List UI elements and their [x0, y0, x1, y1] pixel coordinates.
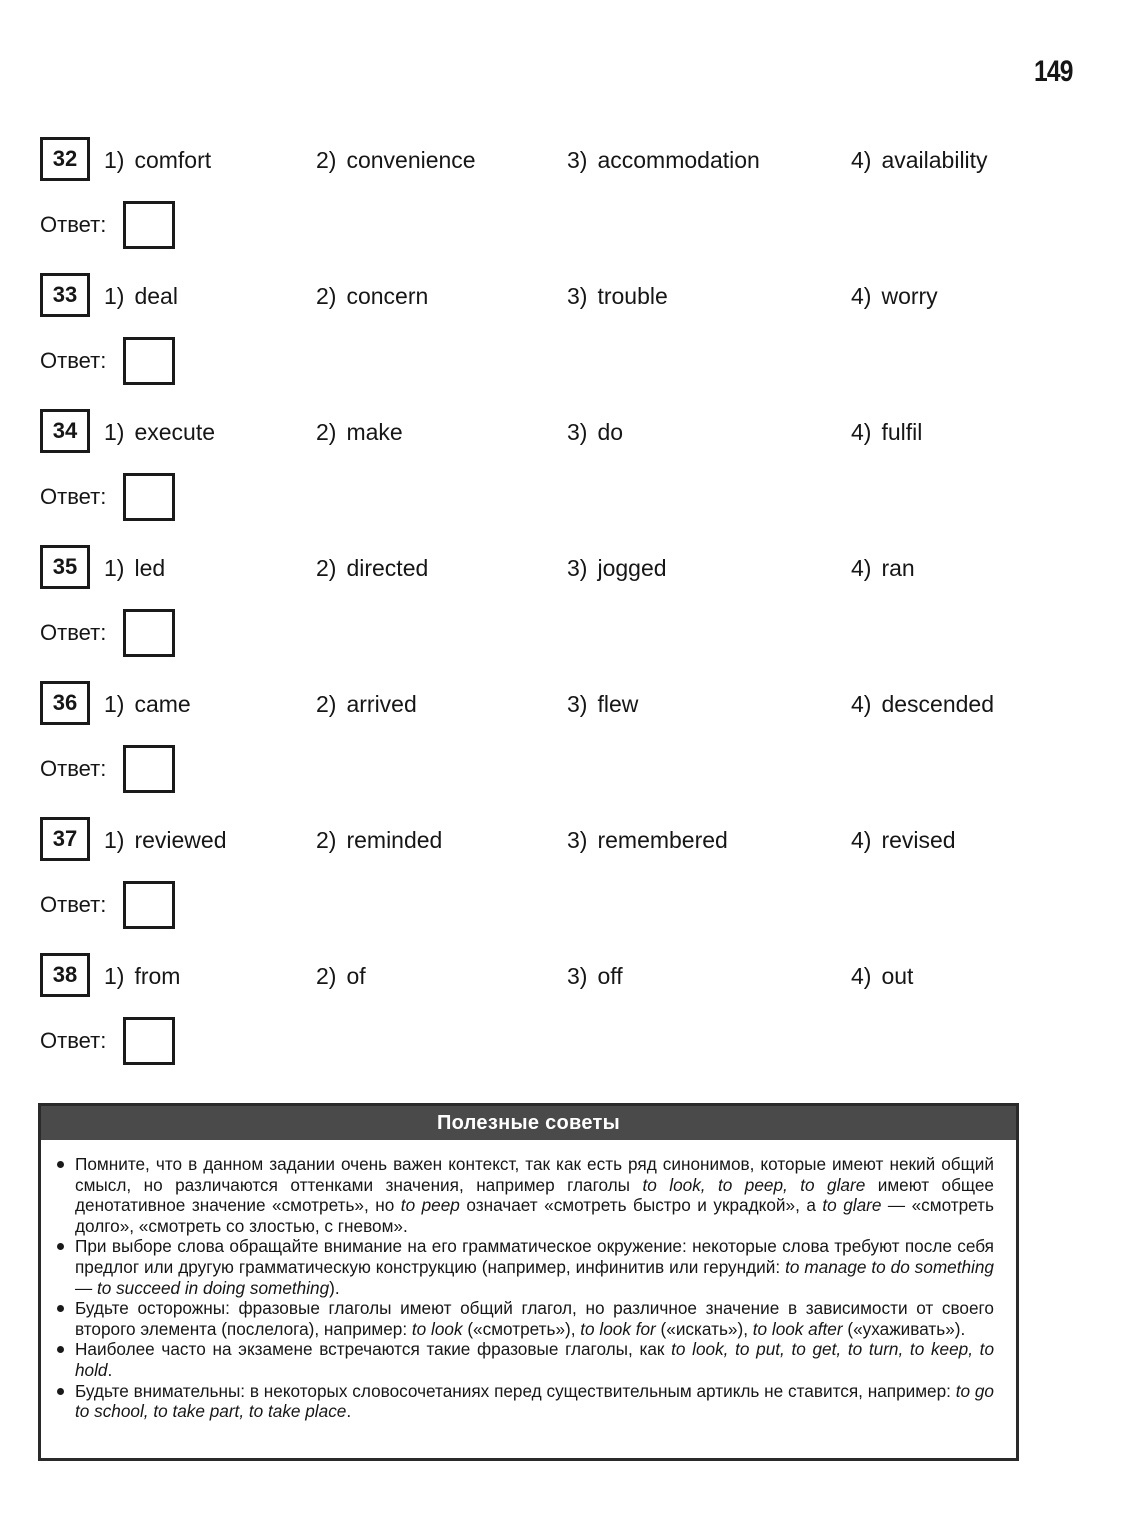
question-number: 38 — [40, 953, 90, 997]
option-text: flew — [597, 691, 639, 717]
tip-item — [57, 1381, 994, 1422]
option-index: 4) — [851, 555, 872, 581]
question-32 — [40, 137, 1040, 267]
tip-item — [57, 1154, 994, 1236]
option-text: concern — [346, 283, 429, 309]
tip-example: to look for — [580, 1318, 656, 1339]
question-number: 37 — [40, 817, 90, 861]
option-2 — [316, 827, 442, 854]
option-index: 1) — [104, 283, 125, 309]
question-35 — [40, 545, 1040, 675]
tip-text: («ухаживать»). — [842, 1318, 966, 1339]
option-text: make — [346, 419, 403, 445]
option-text: came — [134, 691, 191, 717]
option-1 — [104, 963, 180, 990]
option-3 — [567, 827, 728, 854]
option-index: 2) — [316, 691, 337, 717]
question-37 — [40, 817, 1040, 947]
tip-text: — «смотреть долго», «смотреть со злостью, с гневом». — [75, 1195, 994, 1236]
answer-box[interactable] — [123, 1017, 175, 1065]
option-4 — [851, 147, 988, 174]
option-text: execute — [134, 419, 216, 445]
tip-text: При выборе слова обращайте внимание на его грамматическое окружение: некоторые слова требуют после себя предлог или другую грамматическую конструкцию (например, инфинитив или герундий: — [75, 1236, 994, 1277]
answer-label: Ответ: — [40, 620, 107, 645]
tip-text: Будьте внимательны: в некоторых словосочетаниях перед существительным артикль не ставится, например: — [75, 1380, 956, 1401]
question-38 — [40, 953, 1040, 1083]
option-text: do — [597, 419, 624, 445]
answer-box[interactable] — [123, 201, 175, 249]
tip-item — [57, 1236, 994, 1298]
option-index: 3) — [567, 555, 588, 581]
tip-example: to look, to peep, to glare — [642, 1174, 866, 1195]
option-2 — [316, 283, 428, 310]
option-3 — [567, 147, 760, 174]
question-33 — [40, 273, 1040, 403]
option-index: 2) — [316, 827, 337, 853]
option-index: 3) — [567, 147, 588, 173]
tip-example: to look after — [752, 1318, 843, 1339]
option-text: remembered — [597, 827, 728, 853]
tip-text: Будьте осторожны: фразовые глаголы имеют общий глагол, но различное значение в зависимости от своего второго элемента (послелога), например: — [75, 1298, 994, 1339]
option-2 — [316, 691, 417, 718]
option-index: 1) — [104, 147, 125, 173]
option-index: 4) — [851, 963, 872, 989]
tip-example: to look, to put, to get, to turn, to keep, to hold — [75, 1339, 994, 1380]
tip-text: Помните, что в данном задании очень важен контекст, так как есть ряд синонимов, которые имеют некий общий смысл, но различаются оттенками значения, например глаголы — [75, 1154, 994, 1195]
option-index: 3) — [567, 827, 588, 853]
question-36 — [40, 681, 1040, 811]
question-34 — [40, 409, 1040, 539]
page-number: 149 — [1034, 55, 1073, 88]
answer-label: Ответ: — [40, 892, 107, 917]
option-index: 2) — [316, 419, 337, 445]
question-number: 32 — [40, 137, 90, 181]
option-text: directed — [346, 555, 429, 581]
tip-example: to manage to do something — to succeed in doing something — [75, 1256, 994, 1298]
option-index: 4) — [851, 419, 872, 445]
tip-text: Наиболее часто на экзамене встречаются такие фразовые глаголы, как — [75, 1339, 672, 1360]
option-index: 3) — [567, 283, 588, 309]
tip-text: означает «смотреть быстро и украдкой», а — [459, 1195, 823, 1216]
tip-text: ). — [329, 1277, 340, 1298]
option-index: 1) — [104, 963, 125, 989]
answer-label: Ответ: — [40, 348, 107, 373]
option-4 — [851, 963, 913, 990]
tip-example: to look — [411, 1318, 463, 1339]
option-index: 1) — [104, 691, 125, 717]
option-1 — [104, 691, 191, 718]
tips-list — [41, 1140, 1016, 1422]
option-2 — [316, 419, 403, 446]
option-4 — [851, 555, 915, 582]
useful-tips-box — [38, 1103, 1019, 1461]
option-text: descended — [881, 691, 994, 717]
option-text: arrived — [346, 691, 417, 717]
answer-label: Ответ: — [40, 212, 107, 237]
tip-text: . — [107, 1359, 113, 1380]
option-text: worry — [881, 283, 938, 309]
option-text: reviewed — [134, 827, 227, 853]
option-2 — [316, 147, 476, 174]
option-text: jogged — [597, 555, 667, 581]
option-text: convenience — [346, 147, 476, 173]
answer-box[interactable] — [123, 745, 175, 793]
option-2 — [316, 963, 366, 990]
option-text: led — [134, 555, 166, 581]
tip-example: to peep — [400, 1195, 460, 1216]
option-3 — [567, 419, 623, 446]
option-index: 4) — [851, 691, 872, 717]
tip-example: to go to school, to take part, to take place — [75, 1380, 994, 1422]
option-text: reminded — [346, 827, 443, 853]
question-number: 36 — [40, 681, 90, 725]
tip-text: («искать»), — [655, 1318, 753, 1339]
option-index: 2) — [316, 963, 337, 989]
tip-text: . — [346, 1401, 352, 1422]
option-index: 2) — [316, 283, 337, 309]
tip-item — [57, 1298, 994, 1339]
option-index: 4) — [851, 827, 872, 853]
option-3 — [567, 283, 668, 310]
option-3 — [567, 555, 667, 582]
option-text: from — [134, 963, 181, 989]
option-text: accommodation — [597, 147, 760, 173]
answer-label: Ответ: — [40, 756, 107, 781]
option-index: 1) — [104, 555, 125, 581]
option-index: 3) — [567, 691, 588, 717]
option-text: off — [597, 963, 623, 989]
question-number: 33 — [40, 273, 90, 317]
option-text: availability — [881, 147, 988, 173]
question-number: 34 — [40, 409, 90, 453]
option-index: 4) — [851, 147, 872, 173]
option-index: 2) — [316, 147, 337, 173]
answer-box[interactable] — [123, 473, 175, 521]
tip-example: to glare — [822, 1195, 882, 1216]
answer-label: Ответ: — [40, 484, 107, 509]
option-index: 4) — [851, 283, 872, 309]
option-index: 2) — [316, 555, 337, 581]
tip-text: имеют общее денотативное значение «смотреть», но — [75, 1174, 994, 1216]
option-1 — [104, 827, 227, 854]
option-4 — [851, 691, 994, 718]
option-4 — [851, 283, 938, 310]
option-text: ran — [881, 555, 915, 581]
option-4 — [851, 419, 922, 446]
answer-box[interactable] — [123, 881, 175, 929]
answer-box[interactable] — [123, 337, 175, 385]
option-3 — [567, 691, 638, 718]
option-1 — [104, 419, 215, 446]
option-2 — [316, 555, 428, 582]
answer-label: Ответ: — [40, 1028, 107, 1053]
option-text: revised — [881, 827, 956, 853]
option-index: 3) — [567, 963, 588, 989]
tip-item — [57, 1339, 994, 1380]
option-text: of — [346, 963, 366, 989]
answer-box[interactable] — [123, 609, 175, 657]
option-text: deal — [134, 283, 178, 309]
option-index: 1) — [104, 419, 125, 445]
option-index: 1) — [104, 827, 125, 853]
question-number: 35 — [40, 545, 90, 589]
option-4 — [851, 827, 956, 854]
option-index: 3) — [567, 419, 588, 445]
option-1 — [104, 283, 178, 310]
option-text: comfort — [134, 147, 212, 173]
tips-title: Полезные советы — [41, 1106, 1016, 1140]
option-text: trouble — [597, 283, 668, 309]
option-1 — [104, 147, 211, 174]
option-3 — [567, 963, 623, 990]
tip-text: («смотреть»), — [462, 1318, 581, 1339]
option-text: out — [881, 963, 914, 989]
option-1 — [104, 555, 165, 582]
option-text: fulfil — [881, 419, 923, 445]
